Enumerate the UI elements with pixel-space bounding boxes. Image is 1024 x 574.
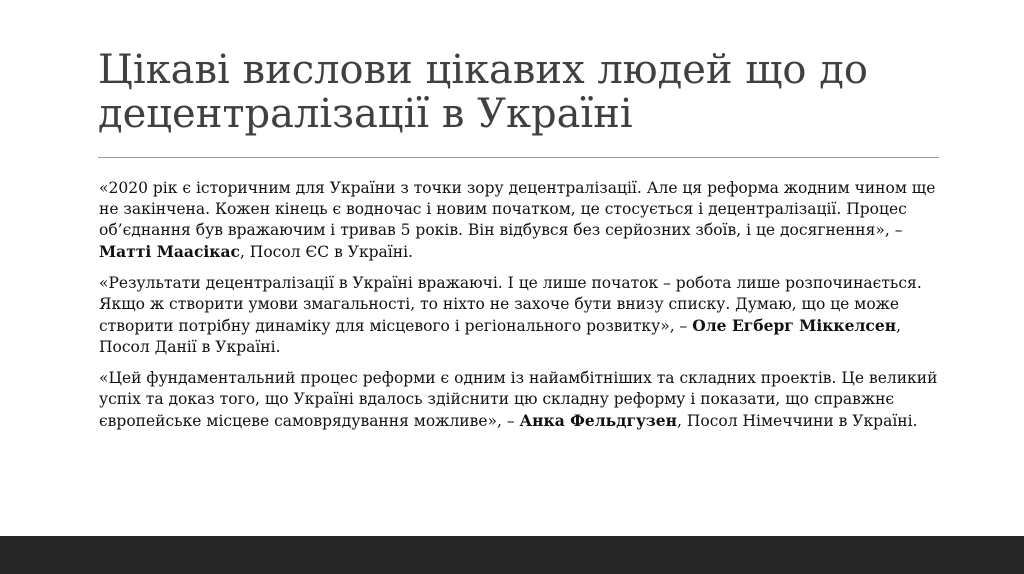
quote-1-author: Матті Маасікас: [99, 242, 240, 261]
quote-1: [99, 178, 949, 263]
quotes-list: [99, 178, 949, 442]
title-divider: [98, 157, 939, 158]
quote-1-text: «2020 рік є історичним для України з точки зору децентралізації. Але ця реформа жодним чином ще не закінчена. Кожен кінець є водночас і новим початком, це стосується і децентралізації. Процес об’єднання був вражаючим і тривав 5 років. Він відбувся без серйозних збоїв, і це досягнення», –: [99, 179, 936, 239]
slide-title: Цікаві вислови цікавих людей що до децентралізації в Україні: [98, 47, 868, 137]
quote-2-author: Оле Егберг Міккелсен: [692, 316, 897, 335]
quote-3-author: Анка Фельдгузен: [519, 411, 678, 430]
quote-2: [99, 273, 949, 358]
quote-3-text: «Цей фундаментальний процес реформи є одним із найамбітніших та складних проектів. Це великий успіх та доказ того, що Україні вдалось здійснити цю складну реформу і показати, що справжнє європейське місцеве самоврядування можливе», –: [99, 369, 938, 430]
quote-1-role: , Посол ЄС в Україні.: [239, 243, 413, 261]
quote-2-role: , Посол Данії в Україні.: [99, 317, 901, 356]
footer-bar: [0, 536, 1024, 574]
quote-3-role: , Посол Німеччини в Україні.: [677, 412, 918, 430]
quote-3: [99, 368, 949, 432]
quote-2-text: «Результати децентралізації в Україні вражаючі. І це лише початок – робота лише розпочинається. Якщо ж створити умови змагальності, то ніхто не захоче бути внизу списку. Думаю, що це може створити потрібну динаміку для місцевого і регіонального розвитку», –: [99, 274, 922, 335]
